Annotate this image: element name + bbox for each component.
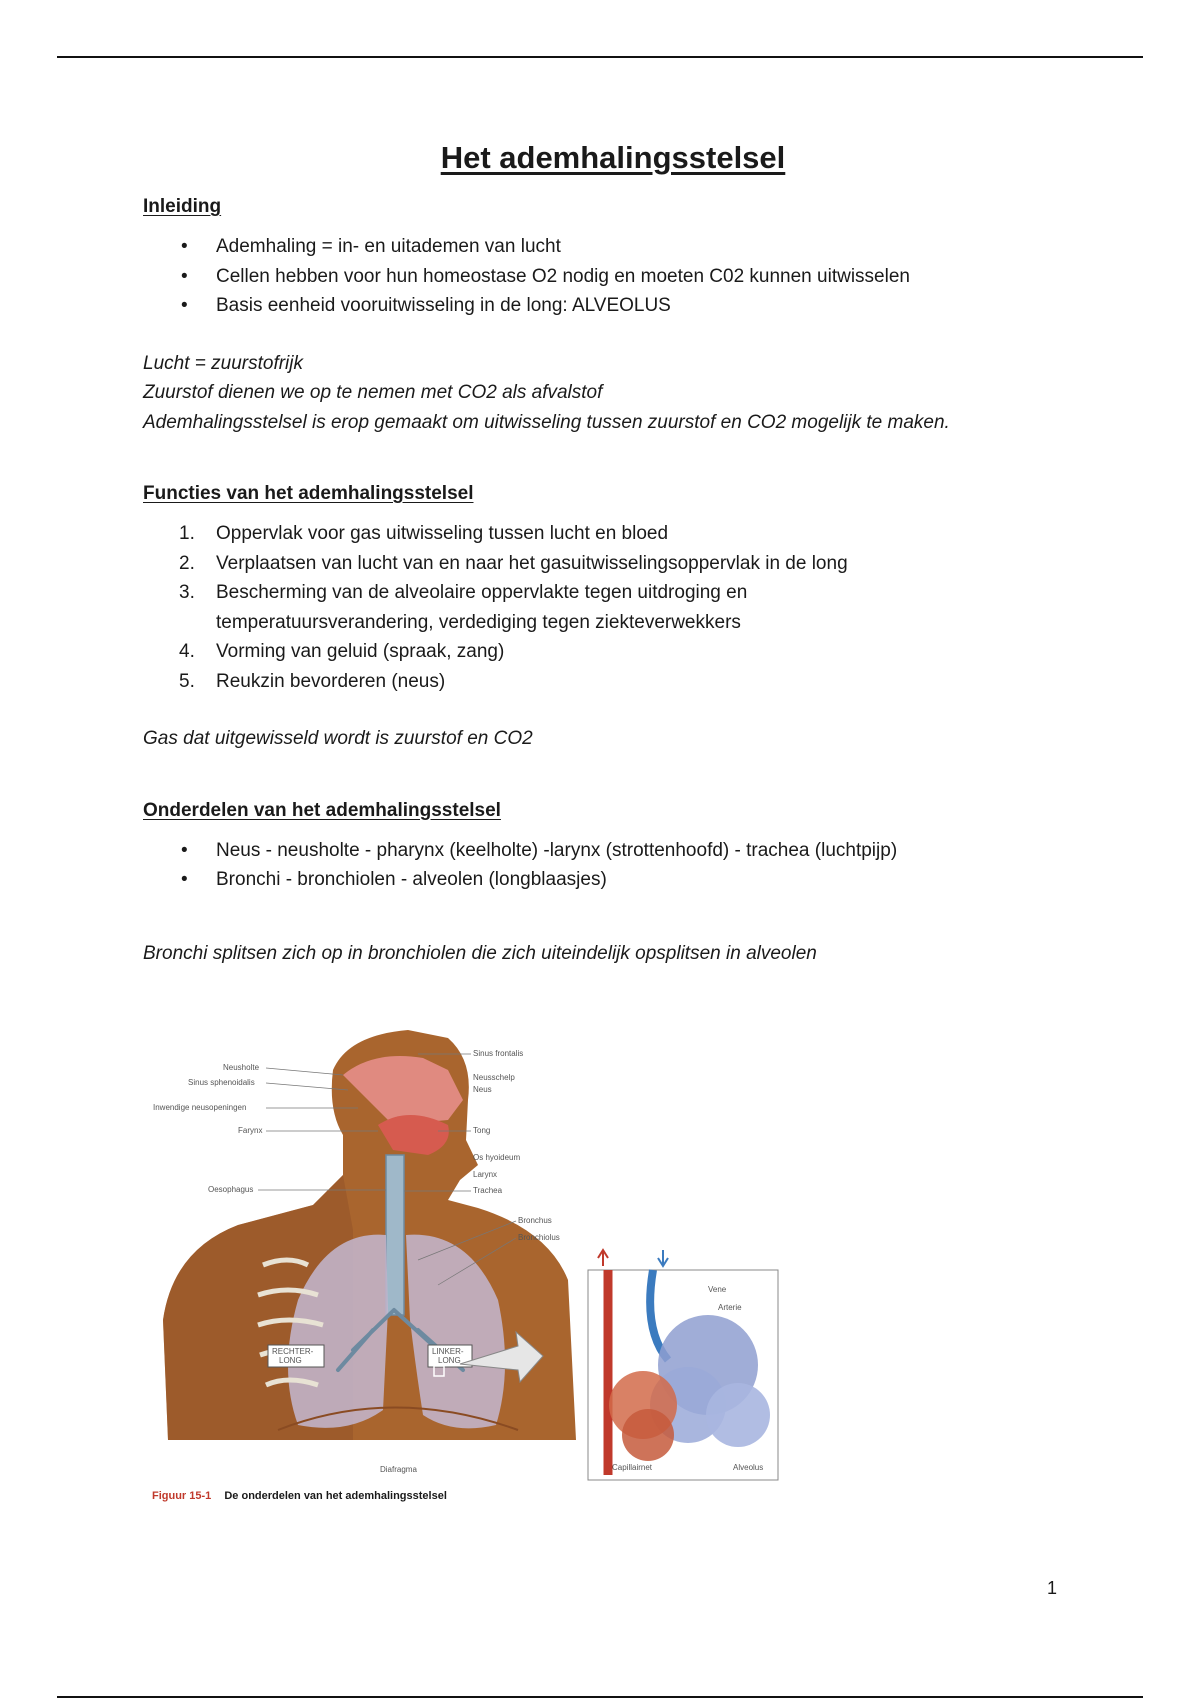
svg-text:LONG: LONG [279, 1356, 302, 1365]
respiratory-system-illustration [148, 1030, 788, 1510]
trachea-shape [386, 1155, 404, 1315]
intro-list [143, 232, 1083, 321]
svg-text:Bronchus: Bronchus [518, 1216, 552, 1225]
list-item: • Cellen hebben voor hun homeostase O2 nodig en moeten C02 kunnen uitwisselen [181, 265, 910, 287]
parts-note: Bronchi splitsen zich op in bronchiolen die zich uiteindelijk opsplitsen in alveolen [143, 942, 817, 964]
section-heading-functions: Functies van het ademhalingsstelsel [143, 483, 474, 504]
svg-text:Sinus sphenoidalis: Sinus sphenoidalis [188, 1078, 255, 1087]
header-rule [57, 56, 1143, 58]
figure-caption-text: De onderdelen van het ademhalingsstelsel [224, 1490, 447, 1502]
svg-text:Os hyoideum: Os hyoideum [473, 1153, 521, 1162]
figure-caption [152, 1490, 447, 1502]
list-item: • Bronchi - bronchiolen - alveolen (longblaasjes) [181, 869, 607, 890]
footer-rule [57, 1696, 1143, 1698]
svg-text:Bronchiolus: Bronchiolus [518, 1233, 560, 1242]
anatomy-figure [148, 1030, 788, 1510]
parts-list [143, 836, 1083, 895]
list-item: • Basis eenheid vooruitwisseling in de long: ALVEOLUS [181, 295, 671, 316]
right-lung-label: RECHTER- [272, 1347, 314, 1356]
svg-text:Larynx: Larynx [473, 1170, 498, 1179]
list-item: • Neus - neusholte - pharynx (keelholte) -larynx (strottenhoofd) - trachea (luchtpijp) [181, 839, 898, 861]
svg-text:Arterie: Arterie [718, 1303, 742, 1312]
list-item: • Ademhaling = in- en uitademen van lucht [181, 236, 561, 257]
svg-text:Neus: Neus [473, 1085, 492, 1094]
list-item: 3. Bescherming van de alveolaire oppervlakte tegen uitdroging en temperatuursverandering, verdediging tegen ziekteverwekkers [179, 582, 748, 633]
svg-text:Vene: Vene [708, 1285, 727, 1294]
document-body [143, 140, 1083, 968]
svg-text:Neusschelp: Neusschelp [473, 1073, 515, 1082]
svg-text:Capillairnet: Capillairnet [612, 1463, 653, 1472]
svg-text:LONG: LONG [438, 1356, 461, 1365]
svg-text:Oesophagus: Oesophagus [208, 1185, 254, 1194]
list-item: 4. Vorming van geluid (spraak, zang) [179, 641, 505, 662]
intro-notes: Lucht = zuurstofrijk Zuurstof dienen we op te nemen met CO2 als afvalstof Ademhalingsstelsel is erop gemaakt om uitwisseling tussen zuurstof en CO2 mogelijk te maken. [143, 352, 950, 433]
list-item: 2. Verplaatsen van lucht van en naar het gasuitwisselingsoppervlak in de long [179, 552, 848, 574]
page-title: Het ademhalingsstelsel [440, 140, 786, 175]
svg-text:Farynx: Farynx [238, 1126, 263, 1135]
functions-note: Gas dat uitgewisseld wordt is zuurstof en CO2 [143, 728, 533, 749]
list-item: 5. Reukzin bevorderen (neus) [179, 670, 446, 692]
alveolus-inset [588, 1250, 778, 1480]
section-heading-intro: Inleiding [143, 196, 222, 217]
section-heading-parts: Onderdelen van het ademhalingsstelsel [143, 799, 501, 821]
left-lung-label: LINKER- [432, 1347, 464, 1356]
svg-text:Inwendige neusopeningen: Inwendige neusopeningen [153, 1103, 247, 1112]
svg-text:Neusholte: Neusholte [223, 1063, 260, 1072]
svg-text:Trachea: Trachea [473, 1186, 503, 1195]
page-number: 1 [1047, 1578, 1058, 1598]
svg-text:Tong: Tong [473, 1126, 491, 1135]
diaphragm-label: Diafragma [380, 1465, 417, 1474]
figure-number: Figuur 15-1 [152, 1490, 212, 1502]
list-item: 1. Oppervlak voor gas uitwisseling tussen lucht en bloed [179, 523, 669, 544]
svg-text:Alveolus: Alveolus [733, 1463, 764, 1472]
svg-text:Sinus frontalis: Sinus frontalis [473, 1049, 524, 1058]
functions-list [143, 519, 1083, 696]
